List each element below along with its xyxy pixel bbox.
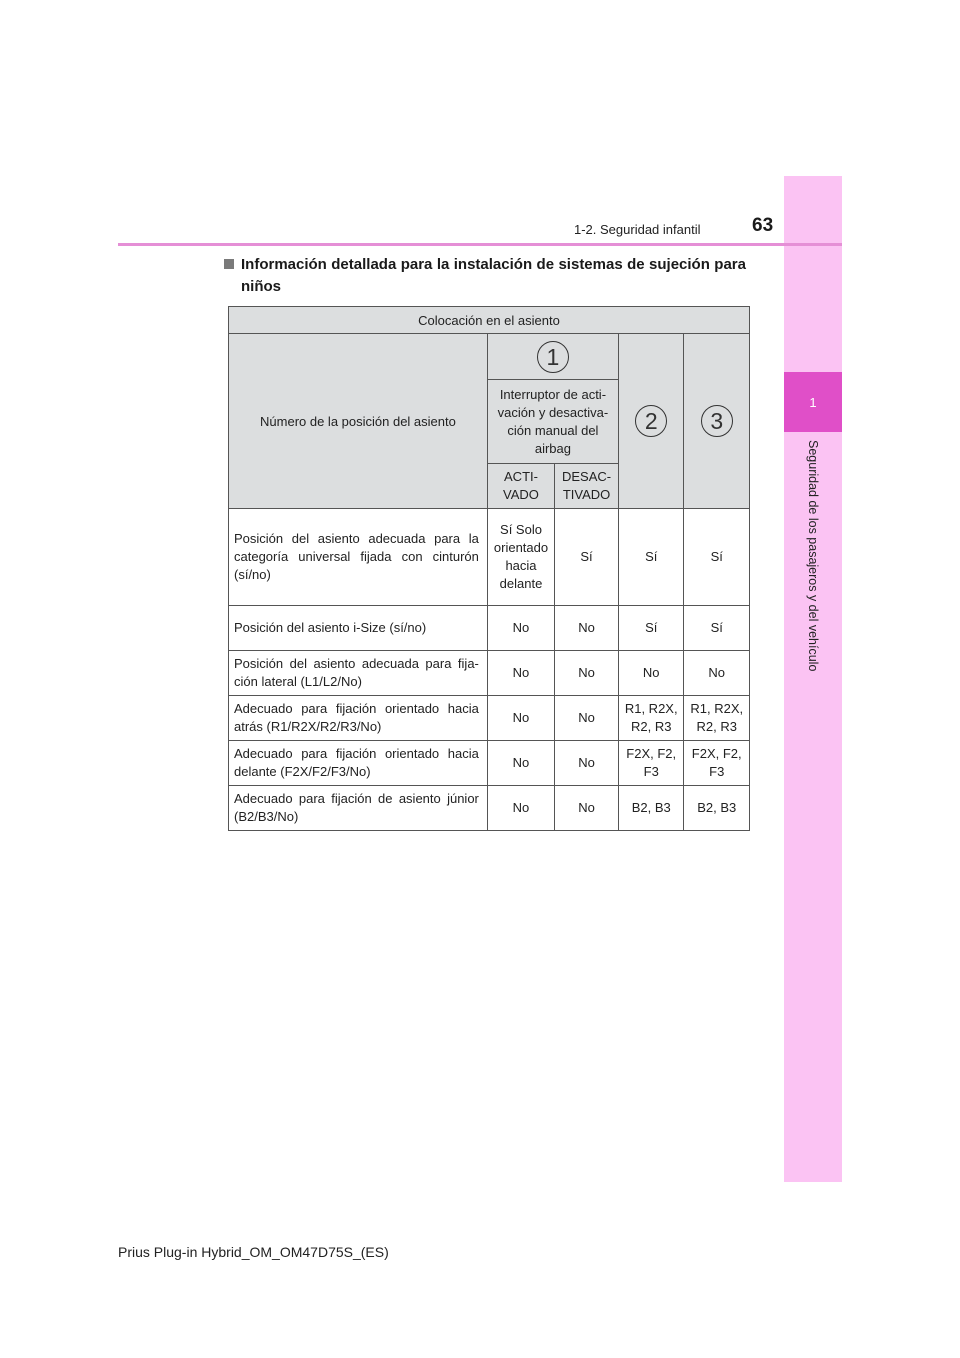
table-row [229,606,750,651]
cell-seat-2: No [618,651,684,696]
table-row [229,741,750,786]
seat-1-circle-icon: 1 [537,341,569,373]
header-seat-2 [618,334,684,509]
table-row [229,786,750,831]
cell-seat-3: B2, B3 [684,786,750,831]
header-switch-off: DESAC-TIVADO [555,464,619,509]
row-label: Posición del asiento adecuada para fija-ción lateral (L1/L2/No) [229,651,488,696]
header-seat-1 [487,334,618,380]
header-seat-number: Número de la posición del asiento [229,334,488,509]
table-row [229,509,750,606]
chapter-title: Seguridad de los pasajeros y del vehículo [806,440,820,672]
cell-seat-2: B2, B3 [618,786,684,831]
row-label: Posición del asiento i-Size (sí/no) [229,606,488,651]
cell-seat-3: R1, R2X, R2, R3 [684,696,750,741]
cell-seat-2: Sí [618,509,684,606]
cell-off: No [555,741,619,786]
cell-off: Sí [555,509,619,606]
square-bullet-icon [224,259,234,269]
table-row [229,696,750,741]
row-label: Adecuado para fijación de asiento júnior (B2/B3/No) [229,786,488,831]
row-label: Posición del asiento adecuada para la categoría universal fijada con cinturón (sí/no) [229,509,488,606]
cell-on: No [487,651,554,696]
seat-3-circle-icon: 3 [701,405,733,437]
cell-off: No [555,651,619,696]
heading-text: Información detallada para la instalación de sistemas de sujeción para niños [241,256,746,295]
cell-on: No [487,606,554,651]
table-row [229,651,750,696]
subsection-heading [224,254,746,298]
cell-off: No [555,786,619,831]
cell-on: Sí Solo orientado hacia delante [487,509,554,606]
cell-seat-3: No [684,651,750,696]
cell-seat-3: Sí [684,509,750,606]
page-number: 63 [752,215,774,236]
chapter-side-tab [784,176,842,1182]
section-title: 1-2. Seguridad infantil [574,222,701,237]
chapter-number-tab[interactable]: 1 [784,372,842,432]
cell-seat-3: Sí [684,606,750,651]
cell-on: No [487,786,554,831]
page-footer: Prius Plug-in Hybrid_OM_OM47D75S_(ES) [118,1244,389,1260]
cell-seat-2: R1, R2X, R2, R3 [618,696,684,741]
header-airbag-switch: Interruptor de acti-vación y desactiva-ción manual del airbag [487,380,618,464]
cell-on: No [487,741,554,786]
cell-seat-3: F2X, F2, F3 [684,741,750,786]
cell-off: No [555,696,619,741]
row-label: Adecuado para fijación orientado hacia atrás (R1/R2X/R2/R3/No) [229,696,488,741]
header-switch-on: ACTI-VADO [487,464,554,509]
header-seat-placement: Colocación en el asiento [229,307,750,334]
seat-installation-table [228,306,750,831]
row-label: Adecuado para fijación orientado hacia delante (F2X/F2/F3/No) [229,741,488,786]
seat-2-circle-icon: 2 [635,405,667,437]
cell-off: No [555,606,619,651]
cell-on: No [487,696,554,741]
cell-seat-2: Sí [618,606,684,651]
cell-seat-2: F2X, F2, F3 [618,741,684,786]
header-seat-3 [684,334,750,509]
header-divider [118,243,842,246]
